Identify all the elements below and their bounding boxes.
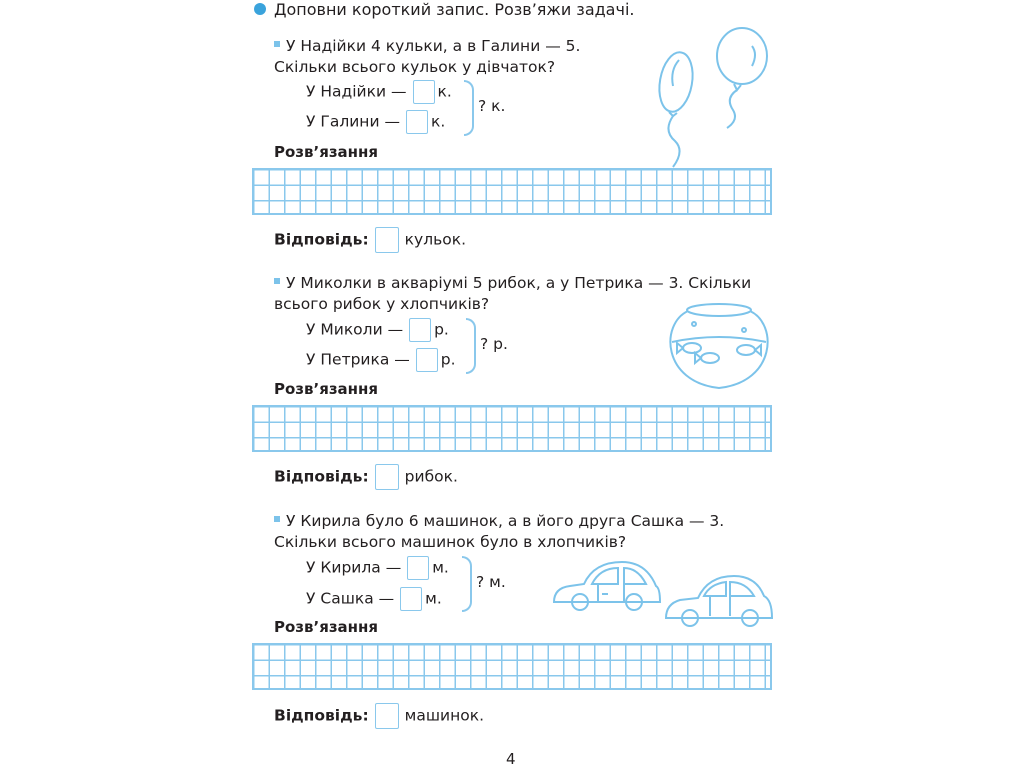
instruction-text: Доповни короткий запис. Розв’яжи задачі.: [274, 0, 635, 19]
solution-grid-1[interactable]: [252, 168, 772, 215]
page-number: 4: [506, 750, 516, 768]
balloons-icon: [648, 26, 778, 166]
answer-line-1: Відповідь: кульок.: [274, 227, 466, 253]
final-answer-box-2[interactable]: [375, 464, 399, 490]
answer-box-2a[interactable]: [409, 318, 431, 342]
answer-box-1a[interactable]: [413, 80, 435, 104]
problem-2-row-1: У Миколи — р.: [306, 318, 449, 342]
problem-bullet-icon: [274, 278, 280, 284]
solution-label-3: Розв’язання: [274, 618, 379, 636]
problem-3-row-2: У Сашка — м.: [306, 587, 442, 611]
final-answer-box-1[interactable]: [375, 227, 399, 253]
answer-box-1b[interactable]: [406, 110, 428, 134]
answer-box-3b[interactable]: [400, 587, 422, 611]
problem-1-question: ? к.: [478, 97, 506, 115]
brace-icon: [464, 80, 474, 136]
problem-3-row-1: У Кирила — м.: [306, 556, 449, 580]
problem-2-row-2: У Петрика — р.: [306, 348, 456, 372]
answer-box-2b[interactable]: [416, 348, 438, 372]
problem-3-text: У Кирила було 6 машинок, а в його друга Сашка — 3. Скільки всього машинок було в хлопчиків?: [274, 512, 725, 551]
solution-grid-3[interactable]: [252, 643, 772, 690]
fishbowl-icon: [666, 302, 772, 392]
answer-line-3: Відповідь: машинок.: [274, 703, 484, 729]
final-answer-box-3[interactable]: [375, 703, 399, 729]
problem-2-question: ? р.: [480, 335, 508, 353]
problem-3-question: ? м.: [476, 573, 506, 591]
problem-bullet-icon: [274, 41, 280, 47]
solution-label-2: Розв’язання: [274, 380, 379, 398]
problem-bullet-icon: [274, 516, 280, 522]
cars-icon: [550, 554, 774, 634]
problem-1-row-1: У Надійки — к.: [306, 80, 452, 104]
instruction-bullet-icon: [254, 3, 266, 15]
brace-icon: [462, 556, 472, 612]
answer-line-2: Відповідь: рибок.: [274, 464, 458, 490]
solution-label-1: Розв’язання: [274, 143, 379, 161]
problem-1-text: У Надійки 4 кульки, а в Галини — 5. Скільки всього кульок у дівчаток?: [274, 37, 581, 76]
solution-grid-2[interactable]: [252, 405, 772, 452]
problem-2-text: У Миколки в акваріумі 5 рибок, а у Петрика — 3. Скільки всього рибок у хлопчиків?: [274, 274, 752, 313]
answer-box-3a[interactable]: [407, 556, 429, 580]
brace-icon: [466, 318, 476, 374]
problem-1-row-2: У Галини — к.: [306, 110, 445, 134]
